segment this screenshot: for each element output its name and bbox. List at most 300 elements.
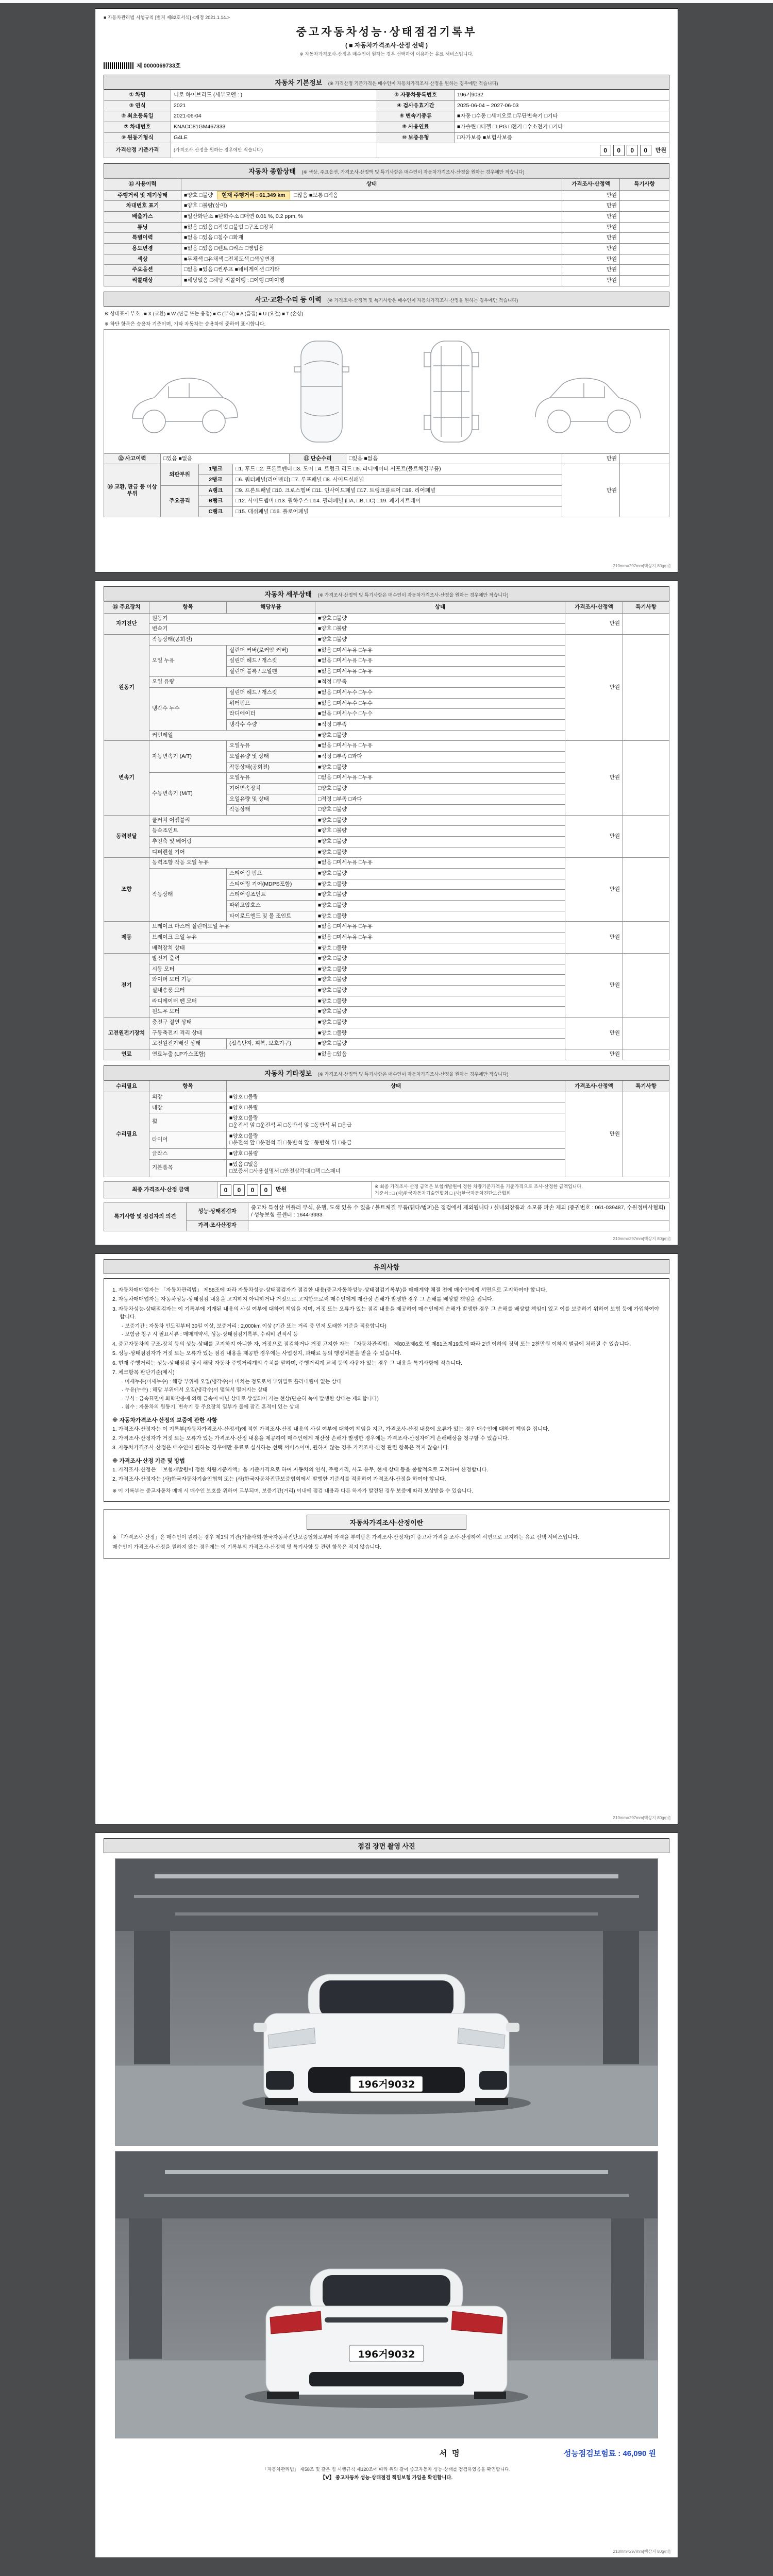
- remarks-label: 특기사항 및 점검자의 의견: [104, 1203, 187, 1231]
- detail-row: [104, 1017, 669, 1028]
- pricing-definition-body-1: ※ 「가격조사·산정」은 매수인이 원하는 경우 제3의 기관(기술사회·한국자동차진단보증협회로부터 자격을 부여받은 가격조사·산정자)이 중고차 가격을 조사·산정하여 서면으로 고지하는 유료 선택 서비스입니다.: [112, 1535, 579, 1541]
- final-price-note-2: 기준서 : □ (사)한국자동차기술인협회 □ (사)한국자동차진단보증협회: [375, 1190, 511, 1196]
- item-cell: 브레이크 오일 누유: [149, 932, 315, 943]
- section-accident-title: 사고·교환·수리 등 이력: [255, 295, 322, 303]
- section-basic-info: [104, 75, 669, 90]
- overall-row: [104, 275, 669, 286]
- rank-items: □9. 프론트패널 □10. 크로스멤버 □11. 인사이드패널 □17. 트렁크플로어 □18. 리어패널: [233, 485, 562, 496]
- part-cell: 오일누유: [227, 741, 315, 752]
- state-cell: ■양호 □불량: [315, 1028, 565, 1039]
- section-accident: [104, 292, 669, 307]
- field-label: ⑨ 원동기형식: [104, 132, 171, 143]
- state-cell: ■없음 □미세누유 □누유: [315, 666, 565, 677]
- state-cell: ■없음 □있음: [315, 1049, 565, 1060]
- state-cell: ■양호 □불량: [315, 879, 565, 890]
- field-label: ⑥ 변속기종류: [377, 111, 455, 122]
- remarks-row: [104, 1221, 669, 1231]
- page-size-note: 210mm×297mm[백상지 80g/㎡]: [613, 2549, 670, 2554]
- state-cell: ■양호 □불량: [315, 613, 565, 624]
- price-cell: 만원: [565, 1092, 623, 1177]
- part-cell: 작동상태(공회전): [227, 762, 315, 773]
- state-cell: □없음 □미세누유 □누유: [315, 773, 565, 784]
- state-cell: ■양호 □불량: [315, 826, 565, 837]
- state-line-1: ■양호 □불량: [229, 1094, 259, 1100]
- col-state: 상태: [181, 179, 562, 191]
- odometer-value: 현재 주행거리 : 61,349 km: [217, 191, 290, 199]
- part-cell: 타이로드엔드 및 볼 조인트: [227, 911, 315, 922]
- field-value: ■가솔린 □디젤 □LPG □전기 □수소전기 □기타: [455, 122, 669, 132]
- base-price-label: 가격산정 기준가격: [104, 143, 171, 158]
- pricing-definition-title: 자동차가격조사·산정이란: [307, 1515, 466, 1530]
- field-value: □자가보증 ■보험사보증: [455, 132, 669, 143]
- field-value: 2021: [171, 100, 377, 111]
- item-cell: 내장: [149, 1103, 227, 1113]
- rank-items: □6. 쿼터패널(리어펜더) □7. 루프패널 □8. 사이드실패널: [233, 474, 562, 485]
- col-part: 해당부품: [227, 602, 315, 614]
- field-value: KNACC81GM467333: [171, 122, 377, 132]
- state-pre: ■양호 □불량: [184, 192, 213, 198]
- notice-line: 1. 가격조사·산정자는 이 기록부(자동차가격조사·산정서)에 적힌 가격조사·산정 내용의 사실 여부에 대하여 책임을 지고, 가격조사·산정 내용에 오류가 있는 경우 매수인에 대하여 책임을 집니다.: [112, 1426, 550, 1432]
- col-note: 특기사항: [623, 1080, 669, 1092]
- price-cell: 만원: [562, 254, 620, 265]
- document-number-row: [104, 61, 669, 70]
- item-cell: 발전기 출력: [149, 954, 315, 964]
- field-label: ⑦ 차대번호: [104, 122, 171, 132]
- inspection-photo-front: [115, 1858, 658, 2146]
- overall-row: [104, 244, 669, 255]
- use-history-label: 차대번호 표기: [104, 201, 181, 212]
- state-cell: ■없음 □미세누유 □누유: [315, 858, 565, 869]
- state-cell: ■양호 □불량: [315, 975, 565, 986]
- overall-row: [104, 190, 669, 201]
- notice-closing-line: ※ 이 기록부는 중고자동차 매매 시 매수인 보호를 위하여 교부되며, 보증기간(거리) 이내에 점검 내용과 다른 하자가 발견된 경우 보증에 따라 보상받을 수 있습니다.: [112, 1488, 473, 1494]
- device-group-label: 자기진단: [104, 613, 149, 634]
- notice-line: 2. 자동차매매업자는 자동차성능·상태점검 내용을 고지하지 아니하거나 거짓으로 고지함으로써 매수인에게 재산상 손해가 발생한 경우 그 손해를 배상할 책임을 집니다.: [112, 1297, 494, 1303]
- part-cell: 실린더 블록 / 오일팬: [227, 666, 315, 677]
- car-diagram-box: [104, 329, 669, 454]
- state-line-1: ■양호 □불량: [229, 1104, 259, 1111]
- col-use-history: ⑪ 사용이력: [104, 179, 181, 191]
- car-diagram-top: [267, 335, 376, 448]
- item-cell: 타이어: [149, 1131, 227, 1148]
- state-line-2: □운전석 앞 □운전석 뒤 □동반석 앞 □동반석 뒤 □응급: [229, 1122, 352, 1129]
- part-cell: 작동상태: [227, 805, 315, 816]
- device-group-label: 전기: [104, 954, 149, 1018]
- notice-heading: ※ 자동차가격조사·산정의 보증에 관한 사항: [112, 1417, 217, 1423]
- detail-row: [104, 815, 669, 826]
- use-history-label: 용도변경: [104, 244, 181, 255]
- part-cell: 스티어링조인트: [227, 890, 315, 901]
- page-size-note: 210mm×297mm[백상지 80g/㎡]: [613, 1816, 670, 1820]
- remarks-text: 중고차 특성상 머플러 부식, 운행, 도색 있을 수 있음 / 볼트체결 부품(휀다/범퍼)은 점검에서 제외됩니다 / 실내외장품과 소모품 파손 제외 (증권번호 : 061-039487, 수원정비사협회) / 성능보험 콜센터 : 1644-3933: [248, 1203, 669, 1221]
- state-cell: □양호 □불량: [315, 805, 565, 816]
- price-cell: 만원: [562, 212, 620, 223]
- item-cell: 기본품목: [149, 1159, 227, 1177]
- state-cell: [181, 190, 562, 201]
- state-cell: ■없음 □있음 □렌트 □리스 □영업용: [181, 244, 562, 255]
- field-value: 2025-06-04 ~ 2027-06-03: [455, 100, 669, 111]
- notices-box: [104, 1278, 669, 1502]
- section-etc-title: 자동차 기타정보: [264, 1069, 312, 1077]
- state-cell: ■적정 □부족: [315, 677, 565, 688]
- digit-box: 0: [233, 1184, 245, 1196]
- price-cell: 만원: [562, 464, 620, 517]
- inspection-insurance-premium: 성능점검보험료 : 46,090 원: [563, 2449, 656, 2458]
- section-overall-note: (※ 색상, 주요옵션, 가격조사·산정액 및 특기사항은 매수인이 자동차가격조사·산정을 원하는 경우에만 적습니다): [301, 170, 525, 175]
- notice-line: · 미세누유(미세누수) : 해당 부위에 오일(냉각수)이 비치는 정도로서 부위별로 흘러내림이 없는 상태: [122, 1379, 342, 1385]
- basic-info-row: [104, 100, 669, 111]
- basic-info-row: [104, 132, 669, 143]
- state-line-2: □보증서 □사용설명서 □안전삼각대 □잭 □스패너: [229, 1168, 341, 1175]
- state-cell: [227, 1159, 565, 1177]
- note-cell: [620, 233, 669, 244]
- unit-label: 만원: [655, 147, 666, 154]
- page-size-note: 210mm×297mm[백상지 80g/㎡]: [613, 564, 670, 568]
- state-post: □많음 ■보통 □적음: [294, 192, 339, 198]
- note-cell: [623, 634, 669, 740]
- part-cell: 오일유량 및 상태: [227, 794, 315, 805]
- notice-line: 4. 중고자동차의 구조·장치 등의 성능·상태를 고지하지 아니한 자, 거짓으로 점검하거나 거짓 고지한 자는 「자동차관리법」 제80조제6호 및 제81조제19호에 따라 2년 이하의 징역 또는 2천만원 이하의 벌금에 처해질 수 있습니다.: [112, 1341, 631, 1347]
- final-price-notes: [372, 1181, 669, 1198]
- item-cell: 실내송풍 모터: [149, 986, 315, 996]
- section-etc-note: (※ 가격조사·산정액 및 특기사항은 매수인이 자동차가격조사·산정을 원하는 경우에만 적습니다): [317, 1071, 509, 1077]
- state-cell: ■없음 □미세누수 □누수: [315, 709, 565, 720]
- notice-line: · 부식 : 금속표면이 화학반응에 의해 금속이 아닌 상태로 상실되어 가는 현상(단순히 녹이 발생한 상태는 제외합니다): [122, 1396, 379, 1402]
- col-note: 특기사항: [623, 602, 669, 614]
- overall-row: [104, 233, 669, 244]
- pricing-definition-body-2: 매수인이 가격조사·산정을 원하지 않는 경우에는 이 기록부의 가격조사·산정액 및 특기사항 등 관련 항목은 적지 않습니다.: [112, 1545, 381, 1551]
- note-cell: [623, 1092, 669, 1177]
- overall-row: [104, 222, 669, 233]
- col-price: 가격조사·산정액: [565, 602, 623, 614]
- note-cell: [620, 190, 669, 201]
- rank-label: 1랭크: [199, 464, 233, 475]
- section-photos-title: 점검 장면 촬영 사진: [358, 1842, 415, 1850]
- note-cell: [623, 922, 669, 954]
- inspector-type-label: 가격·조사산정자: [187, 1221, 248, 1231]
- footer-insurance-confirmation: 【Ⅴ】 중고자동차 성능·상태점검 책임보험 가입을 확인합니다.: [320, 2475, 453, 2481]
- outer-panel-label: 외판부위: [161, 464, 199, 485]
- section-basic-note: (※ 가격산정 기준가격은 매수인이 자동차가격조사·산정을 원하는 경우에만 적습니다): [328, 81, 498, 86]
- barcode-icon: [104, 62, 133, 69]
- notice-line: - 보험금 청구 시 필요서류 : 매매계약서, 성능·상태점검기록부, 수리비 견적서 등: [122, 1332, 298, 1338]
- final-price-value: [217, 1181, 372, 1198]
- section-overall: [104, 163, 669, 178]
- item-cell: 냉각수 누수: [149, 688, 227, 731]
- accident-q2-state: □있음 ■없음: [346, 453, 562, 464]
- section-basic-title: 자동차 기본정보: [275, 79, 323, 87]
- section-notices-title: 유의사항: [373, 1263, 400, 1271]
- state-cell: ■없음 □있음 □적법 □불법 □구조 □장치: [181, 222, 562, 233]
- accident-history-row: [104, 453, 669, 464]
- overall-table: [104, 178, 669, 286]
- final-price-row: [104, 1181, 669, 1198]
- price-cell: 만원: [565, 613, 623, 634]
- base-price-digits: [600, 145, 666, 156]
- part-cell: 기어변속장치: [227, 783, 315, 794]
- state-cell: ■없음 □미세누유 □누유: [315, 741, 565, 752]
- state-cell: [227, 1113, 565, 1131]
- footer-statement: 「자동차관리법」 제58조 및 같은 법 시행규칙 제120조에 따라 위와 같이 중고자동차 성능·상태를 점검하였음을 확인합니다.: [262, 2467, 511, 2472]
- item-cell: 오일 유량: [149, 677, 315, 688]
- rank-label: 2랭크: [199, 474, 233, 485]
- field-label: ④ 검사유효기간: [377, 100, 455, 111]
- state-cell: □양호 □불량: [315, 783, 565, 794]
- col-price: 가격조사·산정액: [565, 1080, 623, 1092]
- state-cell: ■양호 □불량(상이): [181, 201, 562, 212]
- item-cell: 원동기: [149, 613, 315, 624]
- accident-q1-state: □있음 ■없음: [161, 453, 290, 464]
- note-cell: [623, 815, 669, 858]
- field-label: ③ 연식: [104, 100, 171, 111]
- item-cell: 수동변속기 (M/T): [149, 773, 227, 816]
- price-cell: 만원: [565, 858, 623, 922]
- col-device: ⑮ 주요장치: [104, 602, 149, 614]
- signature-row: [117, 2448, 656, 2459]
- price-cell: 만원: [562, 453, 620, 464]
- page-2: [95, 581, 678, 1245]
- detail-header-row: [104, 602, 669, 614]
- state-cell: ■해당없음 □해당 리콜이행 : □이행 □미이행: [181, 275, 562, 286]
- col-state: 상태: [315, 602, 565, 614]
- notice-line: 5. 성능·상태점검자가 거짓 또는 오류가 있는 점검 내용을 제공한 경우에는 사업정지, 과태료 등의 행정처분을 받을 수 있습니다.: [112, 1351, 401, 1357]
- use-history-label: 튜닝: [104, 222, 181, 233]
- rank-label: B랭크: [199, 496, 233, 507]
- exchange-rank-table: [104, 464, 669, 517]
- note-cell: [623, 1017, 669, 1049]
- price-cell: 만원: [562, 244, 620, 255]
- state-cell: ■양호 □불량: [315, 762, 565, 773]
- item-cell: 등속조인트: [149, 826, 315, 837]
- state-cell: ■없음 □미세누유 □누유: [315, 922, 565, 933]
- price-cell: 만원: [565, 741, 623, 815]
- state-cell: ■양호 □불량: [315, 624, 565, 635]
- notice-heading: ※ 가격조사·산정 기준 및 방법: [112, 1458, 185, 1464]
- part-cell: 실린더 헤드 / 개스킷: [227, 656, 315, 667]
- use-history-label: 배출가스: [104, 212, 181, 223]
- detail-table: [104, 601, 669, 1060]
- state-cell: ■양호 □불량: [315, 1017, 565, 1028]
- remarks-table: [104, 1202, 669, 1231]
- base-price-value: [377, 143, 669, 158]
- etc-header-row: [104, 1080, 669, 1092]
- digit-box: 0: [613, 145, 625, 156]
- state-cell: ■양호 □불량: [315, 815, 565, 826]
- field-label: ⑩ 보증유형: [377, 132, 455, 143]
- repair-need-label: 수리필요: [104, 1092, 149, 1177]
- part-cell: 실린더 커버(로커암 커버): [227, 645, 315, 656]
- price-cell: 만원: [562, 233, 620, 244]
- price-cell: 만원: [562, 190, 620, 201]
- overall-row: [104, 265, 669, 276]
- notice-line: · 침수 : 자동차의 원동기, 변속기 등 주요장치 일부가 물에 잠긴 흔적이 있는 상태: [122, 1404, 299, 1410]
- base-price-note: (가격조사·산정을 원하는 경우에만 적습니다): [171, 143, 377, 158]
- part-cell: 냉각수 수량: [227, 720, 315, 731]
- notice-line: · 누유(누수) : 해당 부위에서 오일(냉각수)이 맺혀서 떨어지는 상태: [122, 1387, 268, 1393]
- note-cell: [620, 222, 669, 233]
- state-cell: [227, 1103, 565, 1113]
- state-cell: [227, 1149, 565, 1160]
- state-cell: ■무채색 □유채색 □전체도색 □색상변경: [181, 254, 562, 265]
- remarks-row: [104, 1203, 669, 1221]
- field-label: ① 차명: [104, 90, 171, 101]
- rank-items: □12. 사이드멤버 □13. 휠하우스 □14. 필러패널 (□A, □B, □C) □19. 패키지트레이: [233, 496, 562, 507]
- state-cell: ■양호 □불량: [315, 964, 565, 975]
- signature-label: 서명: [439, 2449, 465, 2458]
- price-cell: 만원: [562, 275, 620, 286]
- item-cell: 연료누출 (LP가스포함): [149, 1049, 315, 1060]
- digit-box: 0: [247, 1184, 258, 1196]
- accident-q2-label: ⑬ 단순수리: [290, 453, 346, 464]
- note-cell: [620, 201, 669, 212]
- field-value: ■자동 □수동 □세미오토 □무단변속기 □기타: [455, 111, 669, 122]
- accident-legend-1: ※ 상태표시 부호 : ■ X (교환) ■ W (판금 또는 용접) ■ C (부식) ■ A (흠집) ■ U (요철) ■ T (손상): [105, 311, 304, 317]
- pricing-definition-box: [104, 1509, 669, 1559]
- state-cell: ■양호 □불량: [315, 869, 565, 879]
- note-cell: [620, 212, 669, 223]
- use-history-label: 주행거리 및 계기상태: [104, 190, 181, 201]
- license-plate-front: 196거9032: [358, 2079, 415, 2090]
- detail-row: [104, 613, 669, 624]
- note-cell: [623, 954, 669, 1018]
- notice-line: 7. 체크항목 판단기준(예시): [112, 1370, 175, 1376]
- notice-line: 6. 현재 주행거리는 성능·상태점검 당시 해당 자동차 주행거리계의 수치를 말하며, 주행거리계 교체 등의 사유가 있는 경우 그 내용을 특기사항에 적습니다.: [112, 1360, 462, 1366]
- detail-row: [104, 858, 669, 869]
- note-cell: [623, 613, 669, 634]
- item-cell: 추진축 및 베어링: [149, 837, 315, 848]
- state-cell: ■없음 □미세누수 □누수: [315, 698, 565, 709]
- col-state: 상태: [227, 1080, 565, 1092]
- item-cell: 휠: [149, 1113, 227, 1131]
- item-cell: 시동 모터: [149, 964, 315, 975]
- use-history-label: 리콜대상: [104, 275, 181, 286]
- photo-rear-svg: [115, 2151, 658, 2438]
- note-cell: [620, 453, 669, 464]
- section-photos: [104, 1838, 669, 1853]
- state-line-1: ■있음 □없음: [229, 1161, 259, 1167]
- state-cell: ■일산화탄소 ■탄화수소 □매연 0.01 %, 0.2 ppm, %: [181, 212, 562, 223]
- state-cell: ■양호 □불량: [315, 900, 565, 911]
- page-4: [95, 1833, 678, 2558]
- overall-row: [104, 201, 669, 212]
- col-item: 항목: [149, 1080, 227, 1092]
- basic-info-row: [104, 111, 669, 122]
- part-cell: 스티어링 기어(MDPS포함): [227, 879, 315, 890]
- state-cell: ■적정 □부족: [315, 720, 565, 731]
- field-label: ⑧ 사용연료: [377, 122, 455, 132]
- part-cell: 실린더 헤드 / 개스킷: [227, 688, 315, 699]
- item-cell: 외장: [149, 1092, 227, 1103]
- car-diagram-side-right: [527, 335, 656, 448]
- device-group-label: 조향: [104, 858, 149, 922]
- digit-box: 0: [627, 145, 638, 156]
- etc-info-table: [104, 1080, 669, 1177]
- final-price-note-1: ※ 최종 가격조사·산정 금액은 보험개발원이 정한 차량기준가액을 기준가격으로 조사·산정한 금액입니다.: [375, 1183, 583, 1189]
- photo-front-svg: [115, 1859, 658, 2145]
- state-cell: ■없음 □미세누유 □누유: [315, 656, 565, 667]
- note-cell: [620, 244, 669, 255]
- rank-items: □15. 대쉬패널 □16. 플로어패널: [233, 506, 562, 517]
- basic-info-row: [104, 90, 669, 101]
- digit-box: 0: [260, 1184, 272, 1196]
- price-cell: 만원: [562, 222, 620, 233]
- note-cell: [620, 265, 669, 276]
- item-cell: 자동변속기 (A/T): [149, 741, 227, 773]
- price-cell: 만원: [562, 201, 620, 212]
- exchange-part-label: ⑭ 교환, 판금 등 이상 부위: [104, 464, 161, 517]
- part-cell: (접속단자, 피복, 보호기구): [227, 1039, 315, 1049]
- state-line-2: □운전석 앞 □운전석 뒤 □동반석 앞 □동반석 뒤 □응급: [229, 1140, 352, 1146]
- rank-label: A랭크: [199, 485, 233, 496]
- overall-header-row: [104, 179, 669, 191]
- notice-line: 1. 가격조사·산정은 「보험개발원이 정한 차량기준가액」을 기준가격으로 하여 자동차의 연식, 주행거리, 사고 유무, 현재 상태 등을 종합적으로 고려하여 산정합니다.: [112, 1467, 489, 1473]
- base-price-row: [104, 143, 669, 158]
- detail-row: [104, 922, 669, 933]
- part-cell: 라디에이터: [227, 709, 315, 720]
- final-price-label: 최종 가격조사·산정 금액: [104, 1181, 217, 1198]
- state-cell: ■양호 □불량: [315, 1039, 565, 1049]
- item-cell: 와이퍼 모터 기능: [149, 975, 315, 986]
- digit-box: 0: [220, 1184, 231, 1196]
- section-notices: [104, 1259, 669, 1274]
- part-cell: 워터펌프: [227, 698, 315, 709]
- field-value: 니로 하이브리드 (세부모델 : ): [171, 90, 377, 101]
- basic-info-row: [104, 122, 669, 132]
- section-accident-note: (※ 가격조사·산정액 및 특기사항은 매수인이 자동차가격조사·산정을 원하는 경우에만 적습니다): [327, 297, 518, 303]
- rank-label: C랭크: [199, 506, 233, 517]
- document-title: 중고자동차성능·상태점검기록부: [296, 26, 477, 38]
- car-diagram-side-left: [117, 335, 246, 448]
- device-group-label: 변속기: [104, 741, 149, 815]
- car-diagram-underbody: [397, 335, 506, 448]
- price-cell: 만원: [562, 265, 620, 276]
- state-cell: ■양호 □불량: [315, 847, 565, 858]
- rank-row: [104, 464, 669, 475]
- state-cell: ■없음 □미세누수 □누수: [315, 688, 565, 699]
- accident-legend-2: ※ 하단 항목은 승용차 기준이며, 기타 자동차는 승용차에 준하여 표시합니다.: [105, 321, 266, 327]
- item-cell: 브레이크 마스터 실린더오일 누유: [149, 922, 315, 933]
- field-value: G4LE: [171, 132, 377, 143]
- notice-line: 2. 가격조사·산정자가 거짓 또는 오류가 있는 가격조사·산정 내용을 제공하여 매수인에게 재산상 손해가 발생한 경우에는 가격조사·산정자에게 손해배상을 청구할 수 있습니다.: [112, 1435, 509, 1442]
- item-cell: 고전원전기배선 상태: [149, 1039, 227, 1049]
- state-cell: ■없음 □미세누유 □누유: [315, 932, 565, 943]
- state-cell: □없음 ■있음 □썬루프 ■네비게이션 □기타: [181, 265, 562, 276]
- state-line-1: ■양호 □불량: [229, 1132, 259, 1139]
- item-cell: 글라스: [149, 1149, 227, 1160]
- price-cell: 만원: [565, 922, 623, 954]
- main-frame-label: 주요골격: [161, 485, 199, 517]
- inspector-type-label: 성능·상태점검자: [187, 1203, 248, 1221]
- license-plate-rear: 196거9032: [358, 2349, 415, 2360]
- note-cell: [620, 275, 669, 286]
- device-group-label: 제동: [104, 922, 149, 954]
- item-cell: 오일 누유: [149, 645, 227, 677]
- note-cell: [623, 741, 669, 815]
- field-value: 196거9032: [455, 90, 669, 101]
- item-cell: 배력장치 상태: [149, 943, 315, 954]
- section-detail-note: (※ 가격조사·산정액 및 특기사항은 매수인이 자동차가격조사·산정을 원하는 경우에만 적습니다): [317, 592, 509, 598]
- page-1: [95, 8, 678, 572]
- item-cell: 구동축전지 격리 상태: [149, 1028, 315, 1039]
- state-cell: ■없음 □미세누유 □누유: [315, 645, 565, 656]
- notice-line: 2. 가격조사·산정자는 (사)한국자동차기술인협회 또는 (사)한국자동차진단보증협회에서 발행한 기준서를 적용하여 가격조사·산정을 하여야 합니다.: [112, 1477, 446, 1483]
- state-cell: ■양호 □불량: [315, 890, 565, 901]
- rank-items: □1. 후드 □2. 프론트펜더 □3. 도어 □4. 트렁크 리드 □5. 라디에이터 서포트(볼트체결부품): [233, 464, 562, 475]
- viewer-top-strip: [0, 0, 773, 3]
- use-history-label: 색상: [104, 254, 181, 265]
- state-cell: [227, 1092, 565, 1103]
- state-cell: ■적정 □부족 □과다: [315, 751, 565, 762]
